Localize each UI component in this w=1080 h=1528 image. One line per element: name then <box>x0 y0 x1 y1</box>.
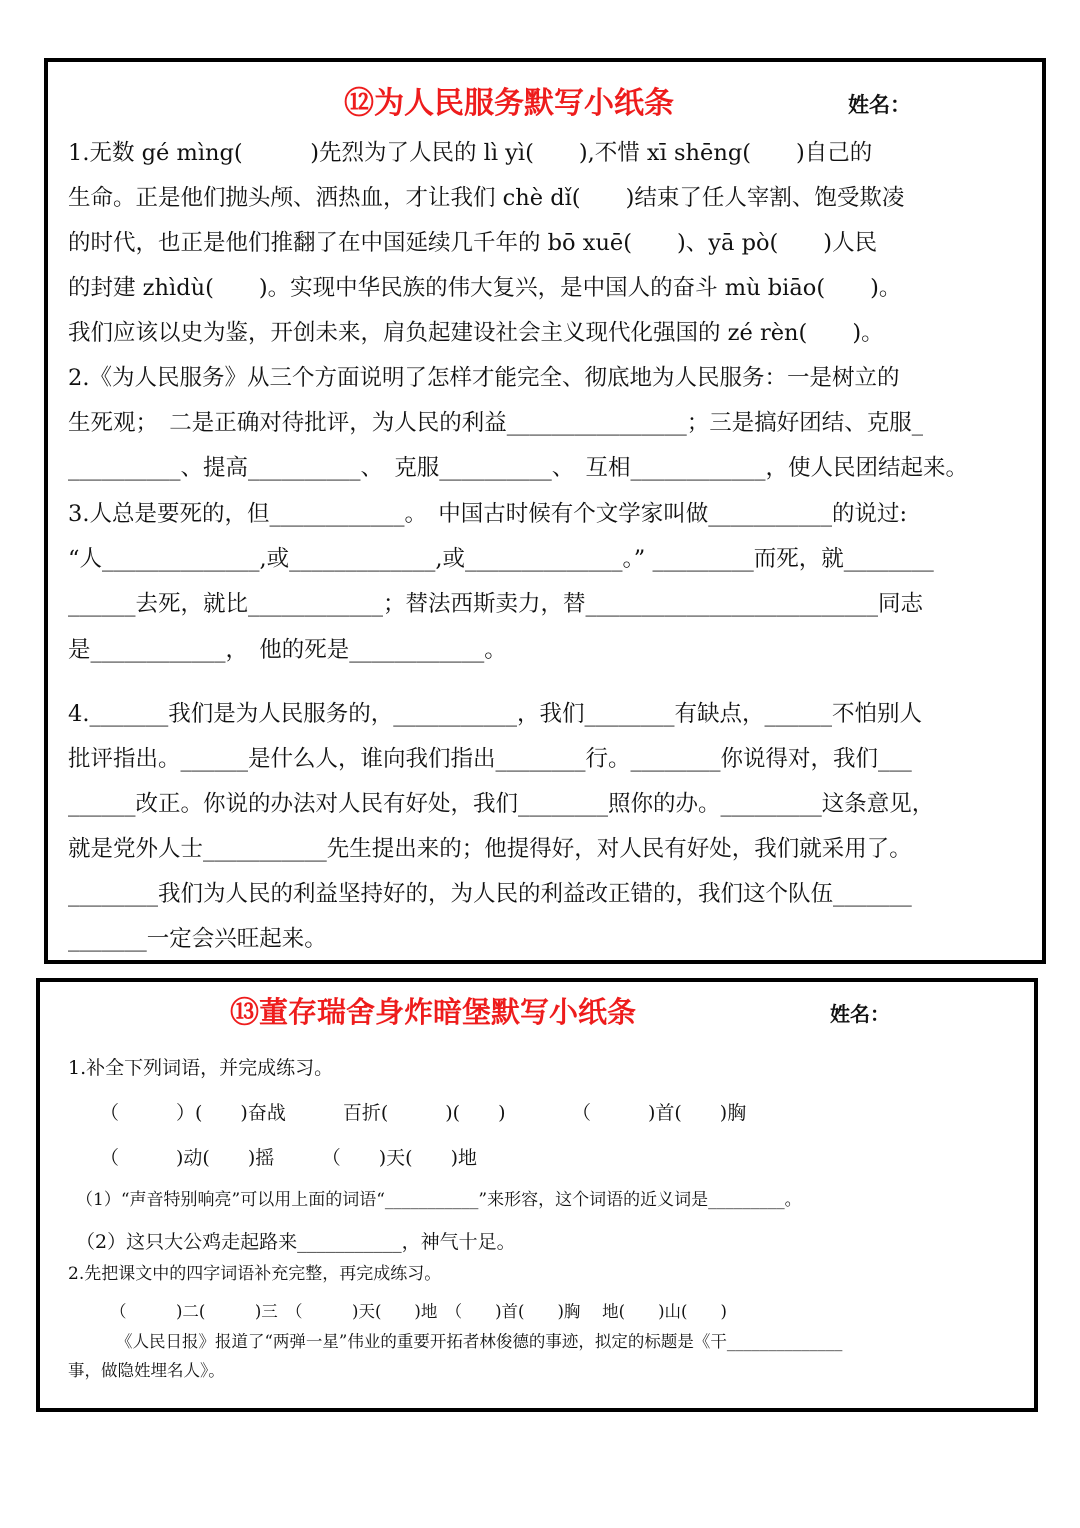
text-line: 4._______我们是为人民服务的，___________，我们________有缺点，______不怕别人 <box>68 701 922 727</box>
text-line: （ ）( )奋战 百折( )( ) （ )首( )胸 <box>100 1102 747 1124</box>
text-line: 的时代，也正是他们推翻了在中国延续几千年的 bō xuē( )、yā pò( )人民 <box>68 230 878 256</box>
text-line: 2.先把课文中的四字词语补充完整，再完成练习。 <box>68 1264 442 1284</box>
text-line: 是____________， 他的死是____________。 <box>68 637 507 663</box>
dictation-card-12 <box>44 58 1046 964</box>
text-line: 的封建 zhìdù( )。实现中华民族的伟大复兴，是中国人的奋斗 mù biāo( )。 <box>68 275 902 301</box>
dictation-card-13 <box>36 978 1038 1412</box>
text-line: 3.人总是要死的，但____________。 中国古时候有个文学家叫做___________的说过: <box>68 501 908 527</box>
text-line: 就是党外人士___________先生提出来的；他提得好，对人民有好处，我们就采用了。 <box>68 836 912 862</box>
text-line: 批评指出。______是什么人，谁向我们指出________行。________你说得对，我们___ <box>68 746 912 772</box>
text-line: （2）这只大公鸡走起路来___________，神气十足。 <box>76 1231 516 1253</box>
text-line: 生命。正是他们抛头颅、洒热血，才让我们 chè dǐ( )结束了任人宰割、饱受欺凌 <box>68 185 905 211</box>
text-line: ______改正。你说的办法对人民有好处，我们________照你的办。_________这条意见， <box>68 791 935 817</box>
text-line: （1）“声音特别响亮”可以用上面的词语“___________”来形容，这个词语的近义词是_________。 <box>76 1190 802 1210</box>
text-line: 2.《为人民服务》从三个方面说明了怎样才能完全、彻底地为人民服务：一是树立的 <box>68 365 900 391</box>
text-line: ________我们为人民的利益坚持好的，为人民的利益改正错的，我们这个队伍_______ <box>68 881 912 907</box>
text-line: 事，做隐姓埋名人》。 <box>68 1361 225 1380</box>
name-label: 姓名： <box>848 93 911 117</box>
text-line: _______一定会兴旺起来。 <box>68 926 327 952</box>
text-line: （ )二( )三 （ )天( )地 （ )首( )胸 地( )山( ) <box>110 1302 727 1321</box>
text-line: “人______________,或_____________,或______________。” _________而死，就________ <box>68 546 934 572</box>
card-title: ⑫为人民服务默写小纸条 <box>344 86 674 121</box>
name-label: 姓名： <box>830 1002 890 1026</box>
text-line: 我们应该以史为鉴，开创未来，肩负起建设社会主义现代化强国的 zé rèn( )。 <box>68 320 884 346</box>
text-line: __________、提高__________、 克服__________、 互相____________，使人民团结起来。 <box>68 455 969 481</box>
text-line: ______去死，就比____________；替法西斯卖力，替__________________________同志 <box>68 591 924 617</box>
card-title: ⑬董存瑞舍身炸暗堡默写小纸条 <box>230 995 637 1029</box>
text-line: 生死观； 二是正确对待批评，为人民的利益________________；三是搞好团结、克服_ <box>68 410 924 436</box>
text-line: 《人民日报》报道了“两弹一星”伟业的重要开拓者林俊德的事迹，拟定的标题是《干______________ <box>116 1332 843 1351</box>
text-line: 1.无数 gé mìng( )先烈为了人民的 lì yì( ),不惜 xī shēng( )自己的 <box>68 140 873 166</box>
text-line: （ )动( )摇 （ )天( )地 <box>100 1147 477 1169</box>
text-line: 1.补全下列词语，并完成练习。 <box>68 1057 334 1079</box>
